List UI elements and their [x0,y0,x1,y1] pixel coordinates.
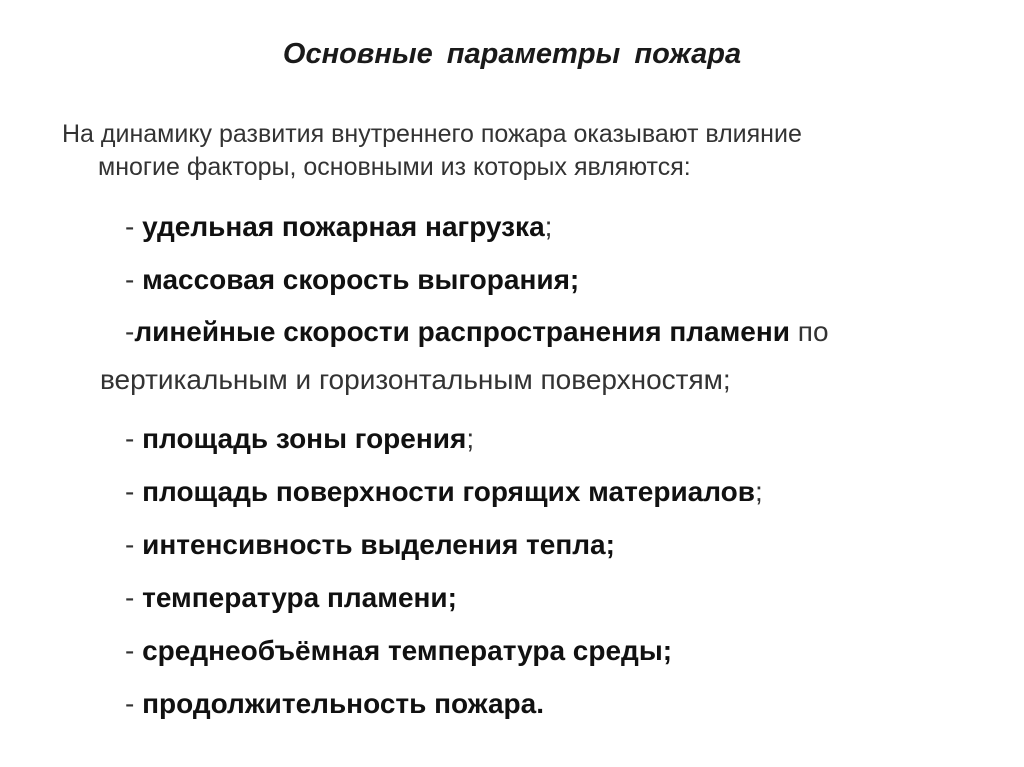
item-suffix: по вертикальным и горизонтальным поверхностям; [100,316,829,395]
item-text: линейные скорости распространения пламени [134,316,791,347]
item-prefix: - [125,688,143,719]
item-text: интенсивность выделения тепла; [142,529,615,560]
slide-title: Основные параметры пожара [282,38,742,70]
item-prefix: - [125,316,135,347]
item-prefix: - [125,264,143,295]
item-prefix: - [125,529,143,560]
item-text: температура пламени; [142,582,457,613]
factor-list [100,200,1000,730]
item-prefix: - [125,476,143,507]
factor-item [100,624,1000,677]
item-text: удельная пожарная нагрузка [142,211,545,242]
item-prefix: - [125,423,143,454]
item-text: среднеобъёмная температура среды; [142,635,673,666]
factor-item [100,677,1000,730]
factor-item [100,465,1000,518]
item-text: продолжительность пожара. [142,688,544,719]
item-suffix: ; [755,476,763,507]
intro-paragraph [62,118,962,184]
factor-item [100,518,1000,571]
item-suffix: ; [466,423,475,454]
item-text: площадь зоны горения [142,423,467,454]
factor-item [100,571,1000,624]
factor-item [100,200,1000,253]
intro-line-2: многие факторы, основными из которых являются: [98,153,691,181]
intro-line-1: На динамику развития внутреннего пожара оказывают влияние [62,120,802,148]
factor-item [100,253,1000,306]
item-prefix: - [125,635,143,666]
factor-item [100,306,1000,412]
item-text: массовая скорость выгорания; [142,264,580,295]
item-prefix: - [125,211,143,242]
item-suffix: ; [544,211,553,242]
item-text: площадь поверхности горящих материалов [142,476,755,507]
item-prefix: - [125,582,143,613]
factor-item [100,412,1000,465]
